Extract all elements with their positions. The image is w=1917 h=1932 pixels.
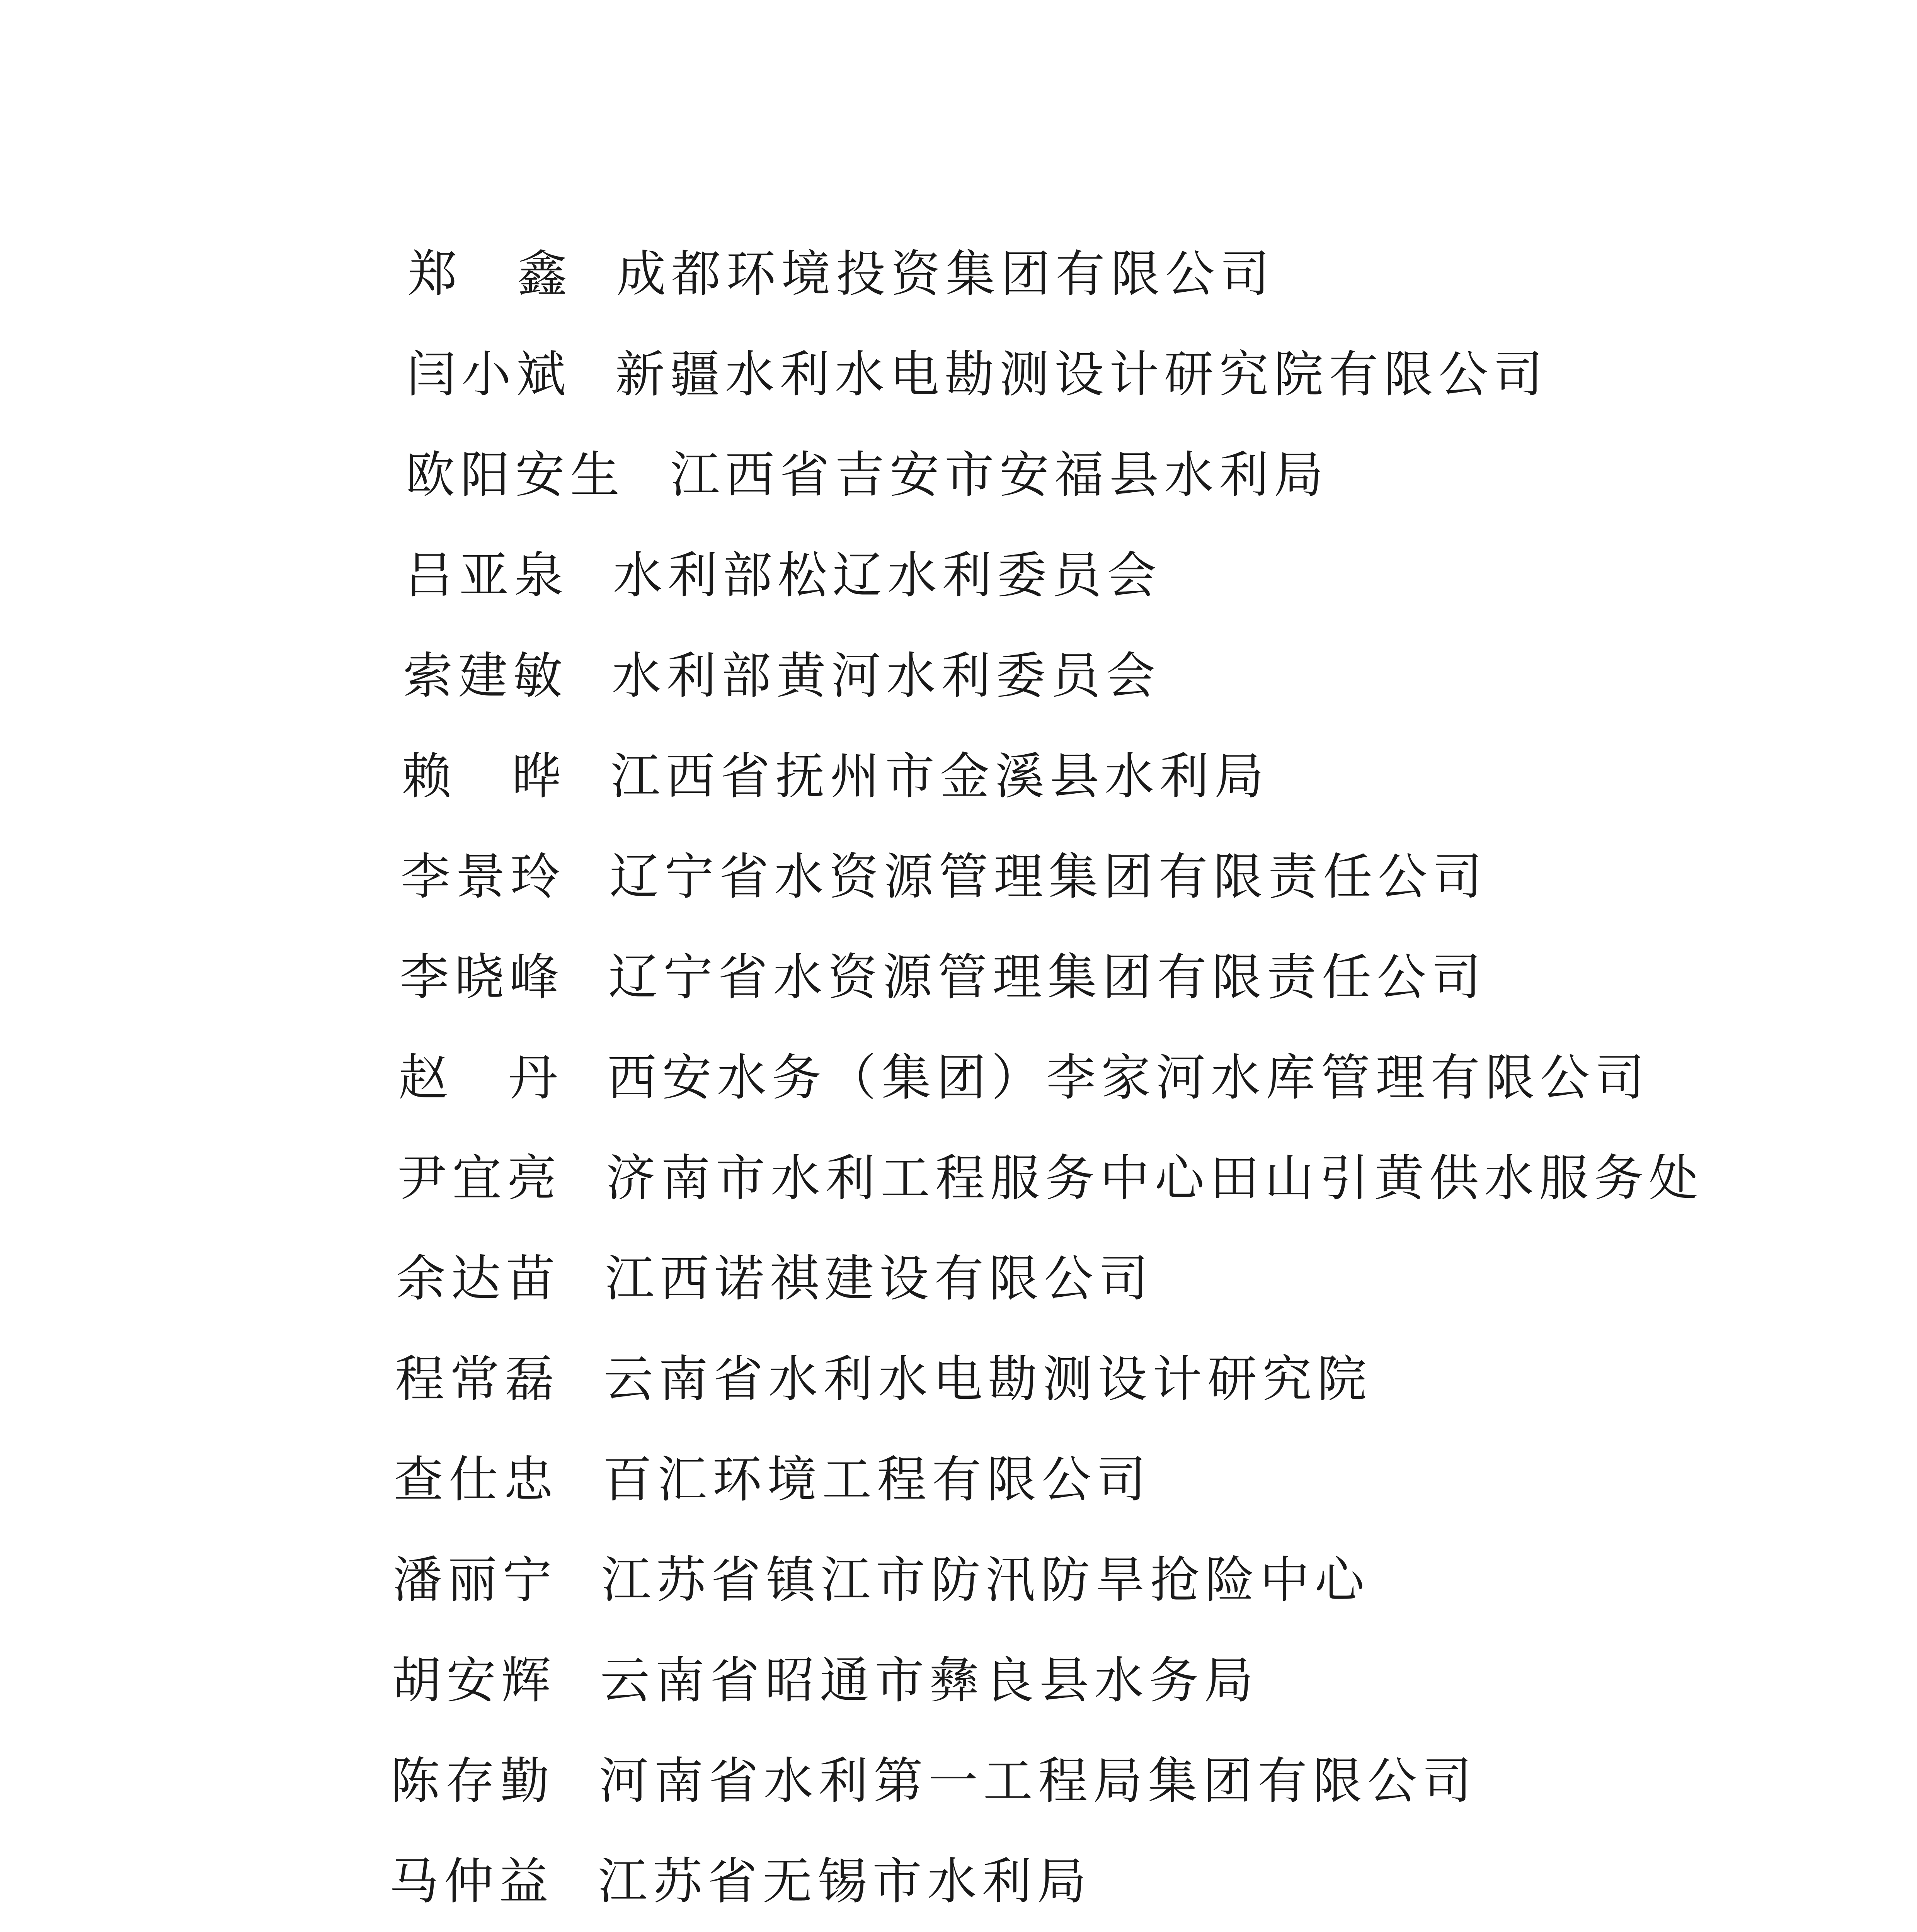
person-name: 胡安辉 xyxy=(392,1652,557,1709)
organization-name: 云南省昭通市彝良县水务局 xyxy=(600,1652,1259,1709)
organization-name: 河南省水利第一工程局集团有限公司 xyxy=(599,1752,1478,1810)
organization-name: 济南市水利工程服务中心田山引黄供水服务处 xyxy=(606,1150,1704,1207)
person-name: 郑 鑫 xyxy=(408,245,573,303)
person-name: 李景玲 xyxy=(401,848,566,906)
organization-name: 江西诺祺建设有限公司 xyxy=(605,1250,1154,1308)
person-name: 马仲益 xyxy=(389,1853,554,1910)
person-name: 李晓峰 xyxy=(400,949,565,1006)
organization-name: 辽宁省水资源管理集团有限责任公司 xyxy=(609,848,1488,906)
person-name: 程常磊 xyxy=(395,1350,560,1408)
person-name: 查仕忠 xyxy=(394,1451,559,1509)
person-name: 尹宜亮 xyxy=(397,1150,562,1207)
organization-name: 成都环境投资集团有限公司 xyxy=(616,245,1275,303)
organization-name: 水利部松辽水利委员会 xyxy=(613,547,1162,604)
person-name: 潘丽宁 xyxy=(393,1551,558,1609)
person-name: 闫小斌 xyxy=(407,346,572,403)
person-name: 余达苗 xyxy=(396,1250,561,1308)
organization-name: 百汇环境工程有限公司 xyxy=(603,1451,1152,1509)
organization-name: 江苏省无锡市水利局 xyxy=(598,1853,1092,1910)
person-name: 欧阳安生 xyxy=(405,446,625,504)
person-name: 索建敏 xyxy=(403,647,568,705)
organization-name: 辽宁省水资源管理集团有限责任公司 xyxy=(608,949,1487,1006)
organization-name: 西安水务（集团）李家河水库管理有限公司 xyxy=(607,1049,1650,1107)
person-name: 赖 晔 xyxy=(402,748,567,805)
person-name: 吕亚泉 xyxy=(404,547,569,604)
organization-name: 新疆水利水电勘测设计研究院有限公司 xyxy=(615,346,1549,403)
organization-name: 江西省抚州市金溪县水利局 xyxy=(611,748,1270,805)
organization-name: 水利部黄河水利委员会 xyxy=(612,647,1161,705)
organization-name: 江苏省镇江市防汛防旱抢险中心 xyxy=(601,1551,1370,1609)
organization-name: 云南省水利水电勘测设计研究院 xyxy=(604,1350,1372,1408)
person-name: 赵 丹 xyxy=(398,1049,564,1107)
organization-name: 江西省吉安市安福县水利局 xyxy=(670,446,1329,504)
person-name: 陈存勤 xyxy=(390,1752,555,1810)
